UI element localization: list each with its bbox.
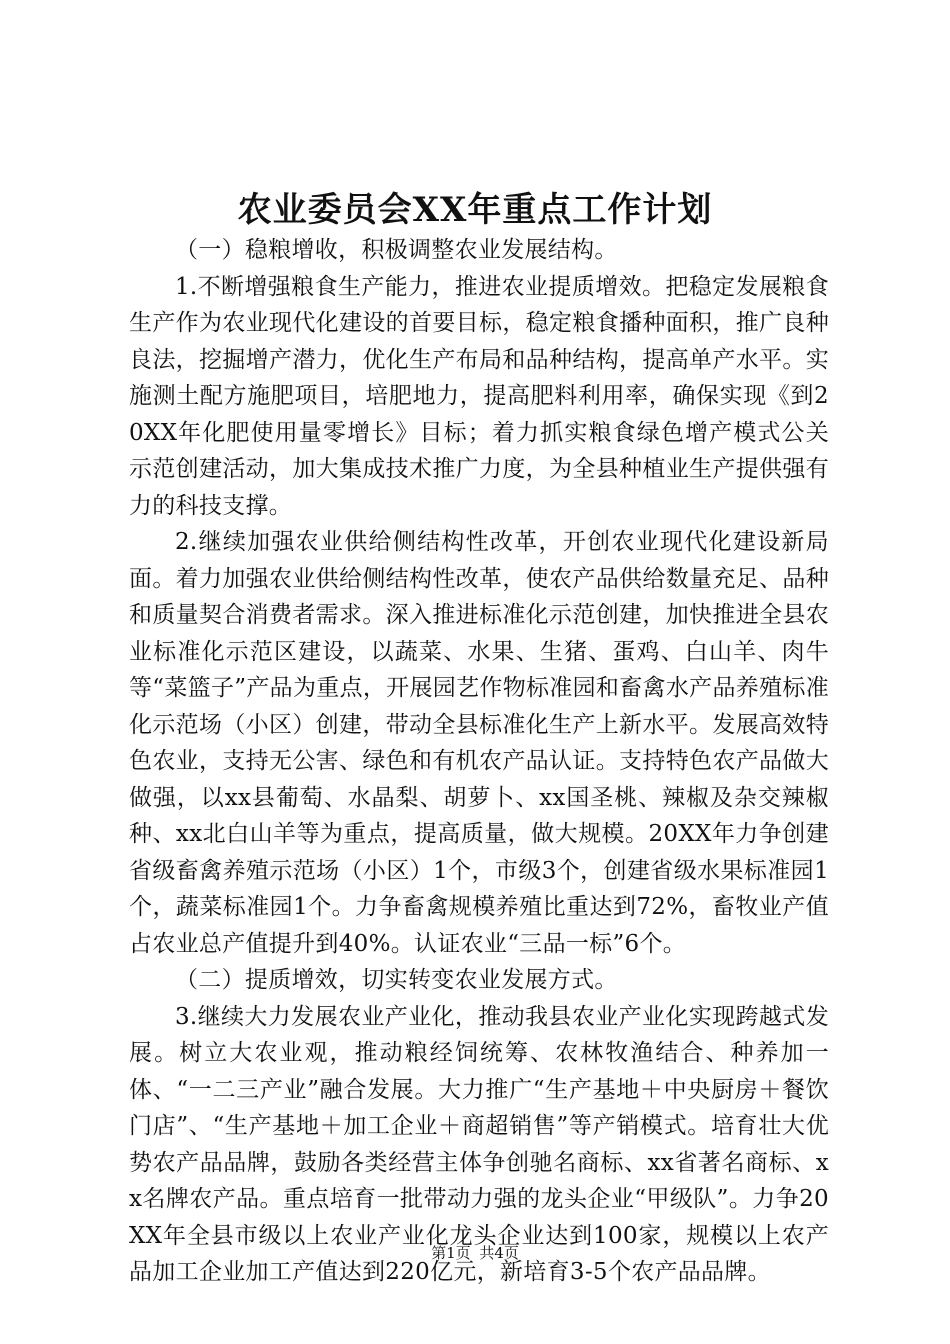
section-heading-1: （一）稳粮增收，积极调整农业发展结构。	[175, 237, 618, 263]
page-number: 第1页	[431, 1244, 471, 1262]
paragraph-2: 2.继续加强农业供给侧结构性改革，开创农业现代化建设新局面。着力加强农业供给侧结构性改革，使农产品供给数量充足、品种和质量契合消费者需求。深入推进标准化示范创建，加快推进全县农业标准化示范区建设，以蔬菜、水果、生猪、蛋鸡、白山羊、肉牛等“菜篮子”产品为重点，开展园艺作物标准园和畜禽水产品养殖标准化示范场（小区）创建，带动全县标准化生产上新水平。发展高效特色农业，支持无公害、绿色和有机农产品认证。支持特色农产品做大做强，以xx县葡萄、水晶梨、胡萝卜、xx国圣桃、辣椒及杂交辣椒种、xx北白山羊等为重点，提高质量，做大规模。20XX年力争创建省级畜禽养殖示范场（小区）1个，市级3个，创建省级水果标准园1个，蔬菜标准园1个。力争畜禽规模养殖比重达到72%，畜牧业产值占农业总产值提升到40%。认证农业“三品一标”6个。	[129, 529, 829, 957]
page-footer	[0, 1243, 950, 1263]
section-heading-2: （二）提质增效，切实转变农业发展方式。	[175, 967, 618, 993]
page-total: 共4页	[479, 1244, 519, 1262]
document-title: 农业委员会XX年重点工作计划	[237, 190, 713, 230]
paragraph-1: 1.不断增强粮食生产能力，推进农业提质增效。把稳定发展粮食生产作为农业现代化建设的首要目标，稳定粮食播种面积，推广良种良法，挖掘增产潜力，优化生产布局和品种结构，提高单产水平。实施测土配方施肥项目，培肥地力，提高肥料利用率，确保实现《到20XX年化肥使用量零增长》目标；着力抓实粮食绿色增产模式公关示范创建活动，加大集成技术推广力度，为全县种植业生产提供强有力的科技支撑。	[129, 273, 829, 519]
document-body	[129, 232, 829, 1291]
paragraph-3: 3.继续大力发展农业产业化，推动我县农业产业化实现跨越式发展。树立大农业观，推动粮经饲统筹、农林牧渔结合、种养加一体、“一二三产业”融合发展。大力推广“生产基地＋中央厨房＋餐饮门店”、“生产基地＋加工企业＋商超销售”等产销模式。培育壮大优势农产品品牌，鼓励各类经营主体争创驰名商标、xx省著名商标、xx名牌农产品。重点培育一批带动力强的龙头企业“甲级队”。力争20XX年全县市级以上农业产业化龙头企业达到100家，规模以上农产品加工企业加工产值达到220亿元，新培育3-5个农产品品牌。	[129, 1003, 829, 1285]
